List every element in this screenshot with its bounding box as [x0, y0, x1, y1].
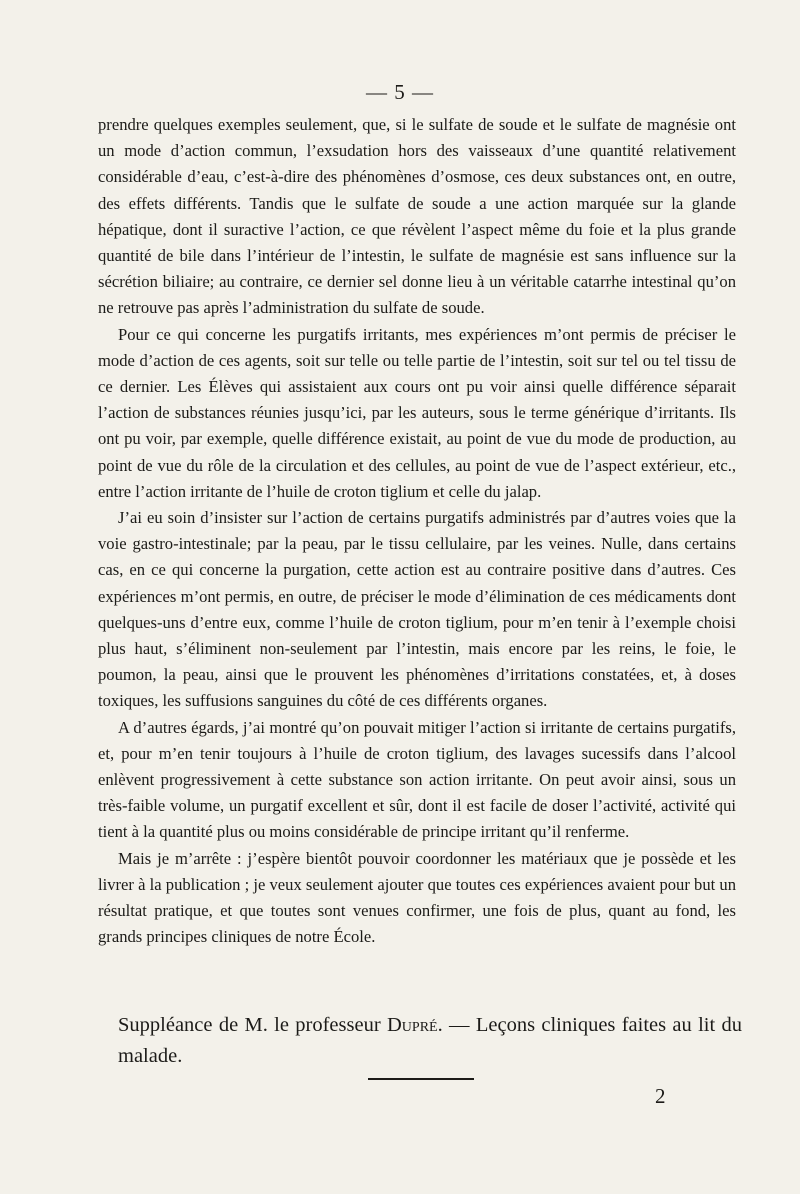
section-heading-name: Dupré [387, 1014, 438, 1036]
page-number: — 5 — [366, 80, 434, 104]
paragraph-4: A d’autres égards, j’ai montré qu’on pouvait mitiger l’action si irritante de certains purgatifs, et, pour m’en tenir toujours à l’huile de croton tiglium, des lavages sucessifs dans l’alcool enlèvent progressivement à cette substance son action irritante. On peut avoir ainsi, sous un très-faible volume, un purgatif excellent et sûr, dont il est facile de doser l’activité, activité qui tient à la quantité plus ou moins considérable de principe irritant qu’il renferme. [98, 717, 736, 842]
paragraph-3: J’ai eu soin d’insister sur l’action de certains purgatifs administrés par d’autres voies que la voie gastro-intestinale; par la peau, par le tissu cellulaire, par les veines. Nulle, dans certains cas, en ce qui concerne la purgation, cette action est au contraire positive dans d’autres. Ces expériences m’ont permis, en outre, de préciser le mode d’élimination de ces médicaments dont quelques-uns d’entre eux, comme l’huile de croton tiglium, pour m’en tenir à l’exemple choisi plus haut, s’éliminent non-seulement par l’intestin, mais encore par les reins, le foie, le poumon, la peau, ainsi que le prouvent les phénomènes d’irritations constatées, et, à doses toxiques, les suffusions sanguines du côté de ces différents organes. [98, 508, 736, 711]
paragraph-2: Pour ce qui concerne les purgatifs irritants, mes expériences m’ont permis de préciser le mode d’action de ces agents, soit sur telle ou telle partie de l’intestin, soit sur tel ou tel tissu de ce dernier. Les Élèves qui assistaient aux cours ont pu voir ainsi quelle différence séparait l’action de substances réunies jusqu’ici, par les auteurs, sous le terme générique d’irritants. Ils ont pu voir, par exemple, quelle différence existait, au point de vue du mode de production, au point de vue du rôle de la circulation et des cellules, au point de vue de l’aspect extérieur, etc., entre l’action irritante de l’huile de croton tiglium et celle du jalap. [98, 324, 736, 501]
section-rule [368, 1078, 474, 1080]
paragraph-1: prendre quelques exemples seulement, que, si le sulfate de soude et le sulfate de magnésie ont un mode d’action commun, l’exsudation hors des vaisseaux d’une quantité relativement considérable d’eau, c’est-à-dire des phénomènes d’osmose, ces deux substances ont, en outre, des effets différents. Tandis que le sulfate de soude a une action marquée sur la glande hépatique, dont il suractive l’action, ce que révèlent l’aspect même du foie et la plus grande quantité de bile dans l’intérieur de l’intestin, le sulfate de magnésie est sans influence sur la sécrétion biliaire; au contraire, ce dernier sel donne lieu à un véritable catarrhe intestinal qu’on ne retrouve pas après l’administration du sulfate de soude. [98, 115, 736, 318]
section-heading-tail: . — Leçons cliniques faites au lit du malade. [118, 1014, 743, 1067]
section-heading [118, 1010, 742, 1072]
signature-mark: 2 [655, 1084, 666, 1108]
section-heading-lead: Suppléance de M. le professeur [118, 1014, 381, 1036]
paragraph-5: Mais je m’arrête : j’espère bientôt pouvoir coordonner les matériaux que je possède et les livrer à la publication ; je veux seulement ajouter que toutes ces expériences avaient pour but un résultat pratique, et que toutes sont venues confirmer, une fois de plus, quant au fond, les grands principes cliniques de notre École. [98, 848, 736, 947]
body-text [98, 112, 736, 951]
